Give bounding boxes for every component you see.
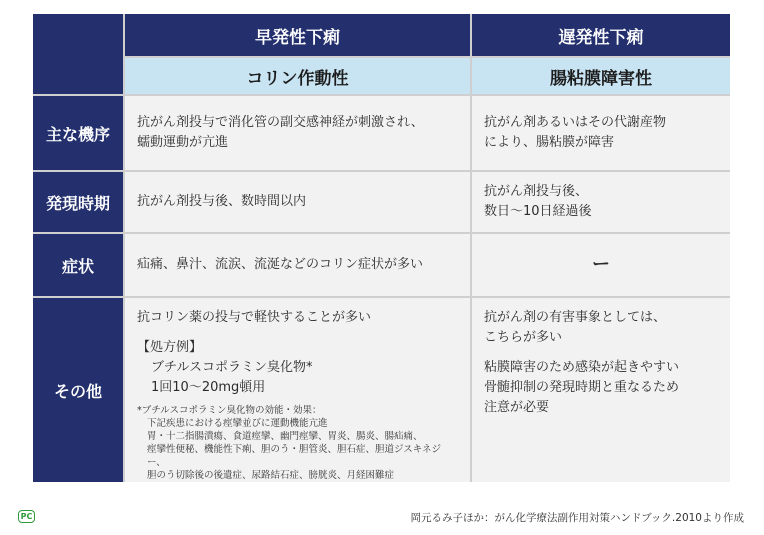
col-subheader-late: 腸粘膜障害性 bbox=[472, 58, 730, 94]
other-late-p1-line-1: 抗がん剤の有害事象としては、 bbox=[484, 310, 667, 325]
onset-early-line-1: 抗がん剤投与後、数時間以内 bbox=[137, 194, 307, 209]
symptom-late bbox=[472, 234, 730, 296]
col-subheader-early: コリン作動性 bbox=[125, 58, 470, 94]
col-header-late: 遅発性下痢 bbox=[472, 14, 730, 56]
onset-late-line-1: 抗がん剤投与後、 bbox=[484, 184, 589, 199]
onset-early bbox=[125, 172, 470, 232]
other-late-p2-line-1: 粘膜障害のため感染が起きやすい bbox=[484, 360, 680, 375]
footnote-line: 胃・十二指腸潰瘍、食道痙攣、幽門痙攣、胃炎、腸炎、腸疝痛、 bbox=[147, 431, 423, 442]
diarrhea-comparison-table bbox=[33, 14, 730, 482]
other-late-p2-line-3: 注意が必要 bbox=[484, 400, 550, 415]
other-late-p1-line-2: こちらが多い bbox=[484, 330, 563, 345]
corner-cell bbox=[33, 14, 123, 94]
footnote-line: 痙攣性便秘、機能性下痢、胆のう・胆管炎、胆石症、胆道ジスキネジー、 bbox=[147, 444, 442, 468]
mechanism-late-line-2: により、腸粘膜が障害 bbox=[484, 135, 615, 150]
prescription-dose: 1回10～20mg頓用 bbox=[151, 380, 266, 395]
row-header-onset: 発現時期 bbox=[33, 172, 123, 232]
onset-late-line-2: 数日～10日経過後 bbox=[484, 204, 592, 219]
spacer bbox=[484, 348, 718, 358]
symptom-late-dash: ー bbox=[592, 254, 610, 275]
mechanism-late bbox=[472, 96, 730, 170]
row-header-symptom: 症状 bbox=[33, 234, 123, 296]
pc-logo-icon bbox=[18, 510, 35, 523]
row-header-mechanism: 主な機序 bbox=[33, 96, 123, 170]
mechanism-early-line-2: 蠕動運動が亢進 bbox=[137, 135, 229, 150]
symptom-early bbox=[125, 234, 470, 296]
footnote-title: *ブチルスコポラミン臭化物の効能・効果： bbox=[137, 405, 322, 416]
mechanism-late-line-1: 抗がん剤あるいはその代謝産物 bbox=[484, 115, 667, 130]
row-header-other: その他 bbox=[33, 298, 123, 482]
symptom-early-line-1: 疝痛、鼻汁、流涙、流涎などのコリン症状が多い bbox=[137, 257, 424, 272]
prescription-title: 【処方例】 bbox=[137, 340, 203, 355]
other-late-p2-line-2: 骨髄抑制の発現時期と重なるため bbox=[484, 380, 680, 395]
onset-late bbox=[472, 172, 730, 232]
mechanism-early-line-1: 抗がん剤投与で消化管の副交感神経が刺激され、 bbox=[137, 115, 424, 130]
other-early-main: 抗コリン薬の投与で軽快することが多い bbox=[137, 310, 372, 325]
col-header-early: 早発性下痢 bbox=[125, 14, 470, 56]
spacer bbox=[137, 328, 458, 338]
footnote-line: 下記疾患における痙攣並びに運動機能亢進 bbox=[147, 418, 328, 429]
mechanism-early bbox=[125, 96, 470, 170]
prescription-drug: ブチルスコポラミン臭化物* bbox=[151, 360, 313, 375]
source-citation: 岡元るみ子ほか：がん化学療法副作用対策ハンドブック.2010より作成 bbox=[410, 512, 744, 524]
other-late bbox=[472, 298, 730, 482]
footnote-line: 胆のう切除後の後遺症、尿路結石症、膀胱炎、月経困難症 bbox=[147, 470, 395, 481]
other-early bbox=[125, 298, 470, 482]
logo-text: PC bbox=[20, 512, 33, 521]
